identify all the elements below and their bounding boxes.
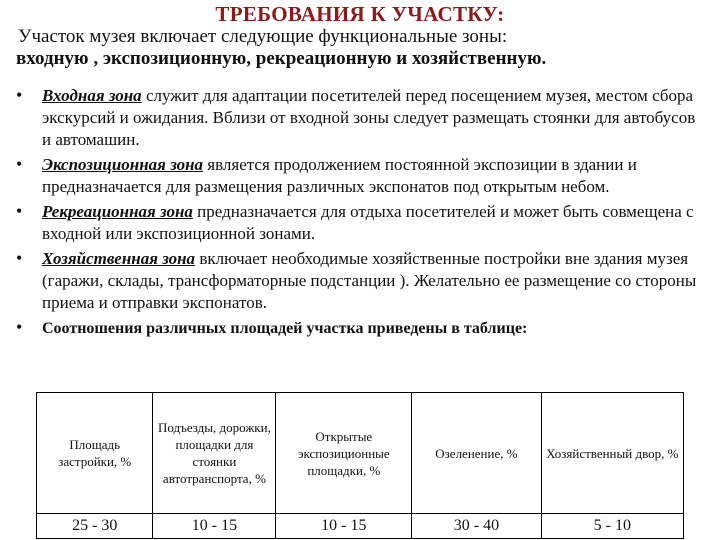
list-item-recreation-zone — [14, 201, 706, 245]
list-item-table-intro — [14, 317, 706, 340]
term-recreation-zone: Рекреационная зона — [42, 202, 193, 221]
table-header-cell: Озеленение, % — [412, 393, 541, 514]
zone-list — [14, 85, 706, 343]
table-cell: 25 - 30 — [37, 514, 153, 539]
item-text: является продолжением постоянной экспозиции в здании и предназначается для размещения различных экспонатов под открытым небом. — [42, 155, 637, 196]
table-cell: 10 - 15 — [153, 514, 276, 539]
page-title: ТРЕБОВАНИЯ К УЧАСТКУ: — [215, 2, 505, 26]
intro-paragraph — [18, 26, 546, 70]
table-cell: 5 - 10 — [541, 514, 683, 539]
table-cell: 30 - 40 — [412, 514, 541, 539]
bullet-icon: • — [16, 85, 23, 105]
term-entrance-zone: Входная зона — [42, 86, 142, 105]
item-text: включает необходимые хозяйственные постройки вне здания музея (гаражи, склады, трансформаторные подстанции ). Желательно ее размещение со стороны приема и отправки экспонатов. — [42, 249, 697, 312]
list-item-exposition-zone — [14, 154, 706, 198]
table-cell: 10 - 15 — [276, 514, 412, 539]
bullet-icon: • — [16, 154, 23, 174]
intro-line-2: входную , экспозиционную, рекреационную и хозяйственную. — [16, 48, 547, 69]
table-header-cell: Подъезды, дорожки, площадки для стоянки автотранспорта, % — [153, 393, 276, 514]
table-header-cell: Хозяйственный двор, % — [541, 393, 683, 514]
term-utility-zone: Хозяйственная зона — [42, 249, 196, 268]
table-row — [37, 514, 684, 539]
table-intro-text: Соотношения различных площадей участка приведены в таблице: — [42, 320, 528, 337]
intro-line-1: Участок музея включает следующие функциональные зоны: — [18, 26, 508, 47]
area-ratio-table — [36, 392, 684, 539]
table-header-row — [37, 393, 684, 514]
term-exposition-zone: Экспозиционная зона — [42, 155, 204, 174]
list-item-utility-zone — [14, 248, 706, 314]
list-item-entrance-zone — [14, 85, 706, 151]
item-text: предназначается для отдыха посетителей и может быть совмещена с входной или экспозиционной зонами. — [42, 202, 694, 243]
bullet-icon: • — [16, 317, 23, 337]
bullet-icon: • — [16, 248, 23, 268]
table-header-cell: Открытые экспозиционные площадки, % — [276, 393, 412, 514]
item-text: служит для адаптации посетителей перед посещением музея, местом сбора экскурсий и ожидания. Вблизи от входной зоны следует размещать стоянки для автобусов и автомашин. — [42, 86, 696, 149]
table-header-cell: Площадь застройки, % — [37, 393, 153, 514]
bullet-icon: • — [16, 201, 23, 221]
